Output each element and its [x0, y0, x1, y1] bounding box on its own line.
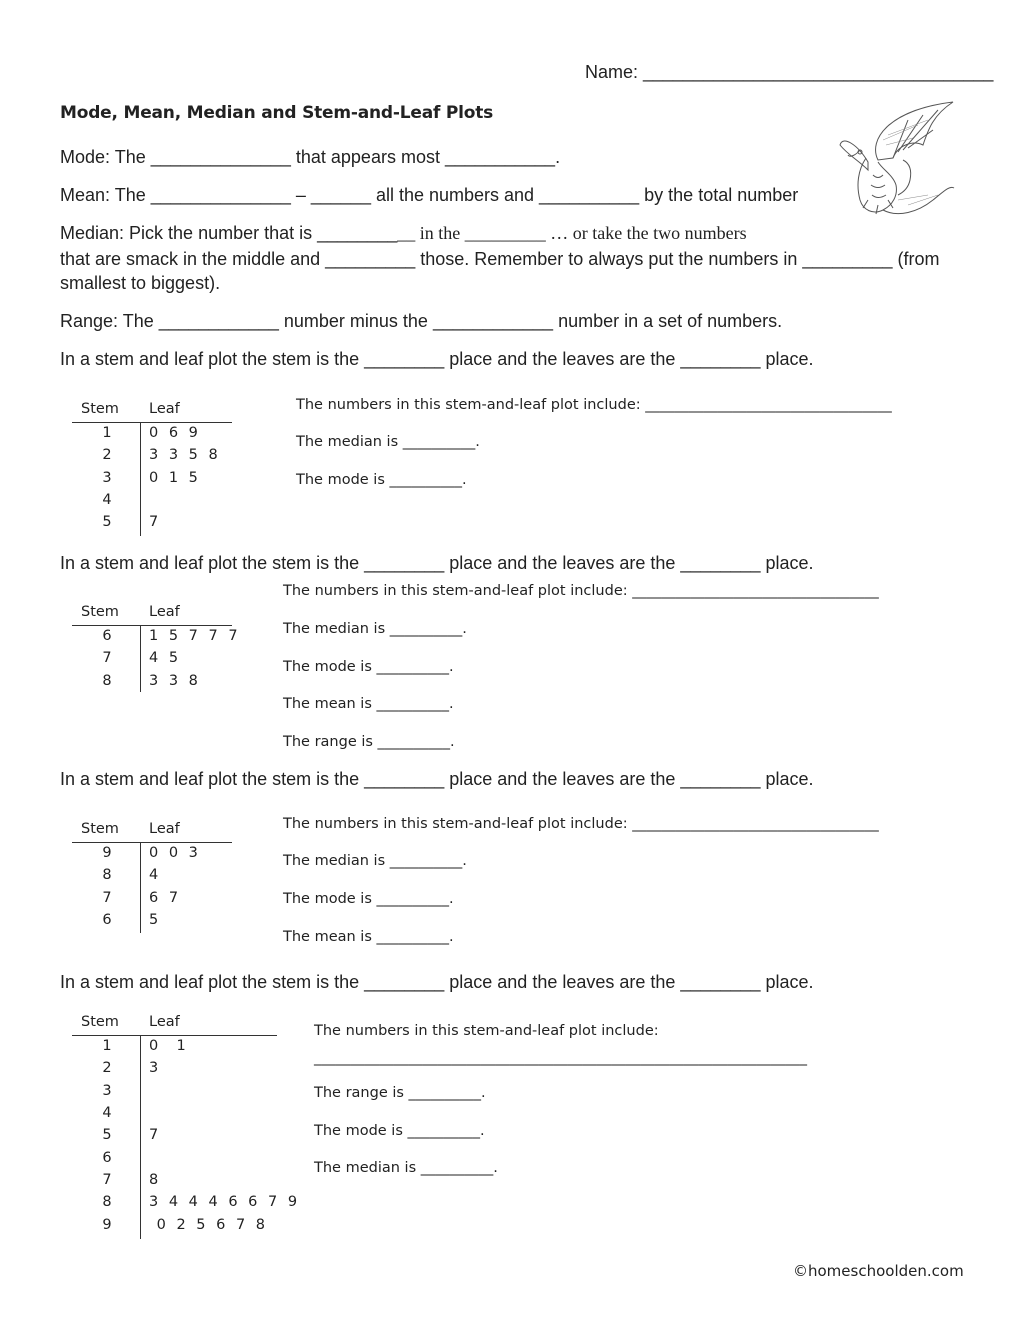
header-underline — [72, 1035, 277, 1036]
leaf-header: Leaf — [149, 821, 180, 837]
stem-value: 1 — [102, 1038, 112, 1054]
leaf-values: 8 — [149, 1172, 162, 1188]
plot2-range-question: The range is __________. — [283, 734, 455, 750]
leaf-values: 0 6 9 — [149, 425, 201, 441]
plot3-median-question: The median is __________. — [283, 853, 467, 869]
stem-value: 5 — [102, 1127, 112, 1143]
plot3-mean-question: The mean is __________. — [283, 929, 454, 945]
leaf-values: 0 1 — [149, 1038, 189, 1054]
stem-value: 7 — [102, 890, 112, 906]
stem-value: 6 — [102, 1150, 112, 1166]
plot2-numbers-question: The numbers in this stem-and-leaf plot include: __________________________________ — [283, 583, 879, 599]
plot1-mode-question: The mode is __________. — [296, 472, 467, 488]
stem-value: 7 — [102, 650, 112, 666]
stem-leaf-plot-1 — [72, 401, 232, 536]
leaf-values: 3 — [149, 1060, 162, 1076]
stem-header: Stem — [81, 604, 119, 620]
stem-value: 6 — [102, 628, 112, 644]
median-definition-line1 — [60, 223, 747, 244]
leaf-header: Leaf — [149, 604, 180, 620]
leaf-values: 3 3 8 — [149, 673, 201, 689]
leaf-values: 5 — [149, 912, 162, 928]
stem-leaf-prompt-3: In a stem and leaf plot the stem is the ________ place and the leaves are the ________ place. — [60, 769, 814, 789]
leaf-values: 3 4 4 4 6 6 7 9 — [149, 1194, 301, 1210]
leaf-values: 1 5 7 7 7 — [149, 628, 241, 644]
leaf-values: 7 — [149, 514, 162, 530]
header-underline — [72, 422, 232, 423]
stem-value: 2 — [102, 447, 112, 463]
plot1-median-question: The median is __________. — [296, 434, 480, 450]
plot3-mode-question: The mode is __________. — [283, 891, 454, 907]
stem-leaf-plot-4 — [72, 1014, 301, 1239]
plot2-median-question: The median is __________. — [283, 621, 467, 637]
stem-value: 1 — [102, 425, 112, 441]
median-definition-rest: that are smack in the middle and _________ those. Remember to always put the numbers in _________ (from smallest to biggest). — [60, 249, 940, 293]
stem-value: 8 — [102, 673, 112, 689]
stem-header: Stem — [81, 821, 119, 837]
stem-value: 7 — [102, 1172, 112, 1188]
page-title: Mode, Mean, Median and Stem-and-Leaf Plots — [60, 103, 494, 123]
leaf-values: 0 0 3 — [149, 845, 201, 861]
plot4-mode-question: The mode is __________. — [314, 1123, 485, 1139]
stem-leaf-prompt-4: In a stem and leaf plot the stem is the ________ place and the leaves are the ________ place. — [60, 972, 814, 992]
leaf-values: 4 — [149, 867, 162, 883]
plot2-mode-question: The mode is __________. — [283, 659, 454, 675]
plot4-median-question: The median is __________. — [314, 1160, 498, 1176]
stem-value: 4 — [102, 1105, 112, 1121]
header-underline — [72, 842, 232, 843]
plot4-numbers-answer-line: ____________________________________________________________________ — [314, 1050, 807, 1066]
stem-value: 9 — [102, 845, 112, 861]
stem-leaf-plot-2 — [72, 604, 241, 692]
median-serif-text: __ in the _________ … or take the two numbers — [397, 223, 747, 243]
plot2-mean-question: The mean is __________. — [283, 696, 454, 712]
leaf-values: 7 — [149, 1127, 162, 1143]
name-field-label: Name: ___________________________________ — [585, 62, 994, 82]
leaf-header: Leaf — [149, 1014, 180, 1030]
mode-definition: Mode: The ______________ that appears most ___________. — [60, 147, 561, 167]
stem-leaf-prompt-2: In a stem and leaf plot the stem is the ________ place and the leaves are the ________ place. — [60, 553, 814, 573]
plot4-range-question: The range is __________. — [314, 1085, 486, 1101]
stem-value: 3 — [102, 1083, 112, 1099]
stem-leaf-plot-3 — [72, 821, 232, 933]
stem-header: Stem — [81, 1014, 119, 1030]
leaf-values: 6 7 — [149, 890, 182, 906]
leaf-values: 0 2 5 6 7 8 — [149, 1217, 269, 1233]
stem-value: 5 — [102, 514, 112, 530]
header-underline — [72, 625, 232, 626]
leaf-header: Leaf — [149, 401, 180, 417]
leaf-values: 0 1 5 — [149, 470, 201, 486]
stem-value: 9 — [102, 1217, 112, 1233]
copyright-footer: ©homeschoolden.com — [793, 1262, 964, 1280]
plot4-numbers-question: The numbers in this stem-and-leaf plot include: — [314, 1023, 659, 1039]
stem-value: 2 — [102, 1060, 112, 1076]
stem-value: 4 — [102, 492, 112, 508]
stem-leaf-prompt-1: In a stem and leaf plot the stem is the ________ place and the leaves are the ________ place. — [60, 349, 814, 369]
stem-header: Stem — [81, 401, 119, 417]
stem-value: 3 — [102, 470, 112, 486]
plot3-numbers-question: The numbers in this stem-and-leaf plot include: __________________________________ — [283, 816, 879, 832]
leaf-values: 4 5 — [149, 650, 182, 666]
mean-definition: Mean: The ______________ – ______ all the numbers and __________ by the total number — [60, 185, 799, 205]
stem-value: 8 — [102, 867, 112, 883]
leaf-values: 3 3 5 8 — [149, 447, 221, 463]
stem-value: 6 — [102, 912, 112, 928]
range-definition: Range: The ____________ number minus the ____________ number in a set of numbers. — [60, 311, 783, 331]
stem-value: 8 — [102, 1194, 112, 1210]
dragon-illustration — [838, 100, 958, 220]
median-label-text: Median: Pick the number that is ________ — [60, 223, 398, 243]
plot1-numbers-question: The numbers in this stem-and-leaf plot include: __________________________________ — [296, 397, 892, 413]
